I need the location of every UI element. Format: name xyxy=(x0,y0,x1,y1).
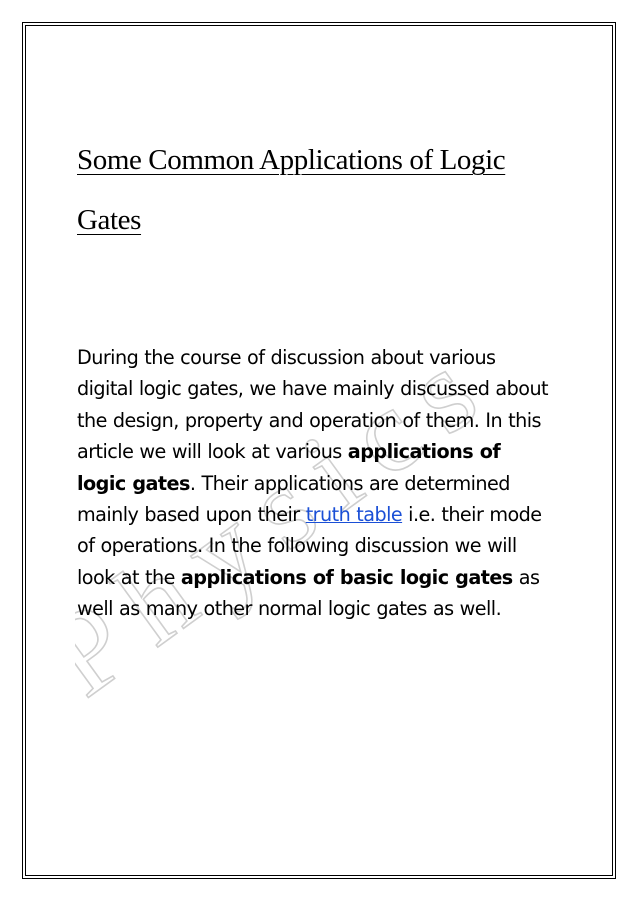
paragraph-text-3: i.e. their mode of operations. In the following discussion we will look at the xyxy=(77,503,542,589)
body-paragraph xyxy=(77,342,552,625)
watermark-text: Physics xyxy=(75,312,517,710)
paragraph-text-4: as well as many other normal logic gates as well. xyxy=(77,565,540,621)
paragraph-text-2: . Their applications are determined mainly based upon their xyxy=(77,471,510,527)
bold-phrase-basic-gates: applications of basic logic gates xyxy=(180,565,513,589)
page-title: Some Common Applications of Logic Gates xyxy=(77,144,506,236)
bold-phrase-applications: applications of logic gates xyxy=(77,440,501,495)
paragraph-text-1: During the course of discussion about various digital logic gates, we have mainly discussed about the design, property and operation of them. In this article we will look at various xyxy=(77,346,549,464)
truth-table-link[interactable]: truth table xyxy=(305,503,403,527)
